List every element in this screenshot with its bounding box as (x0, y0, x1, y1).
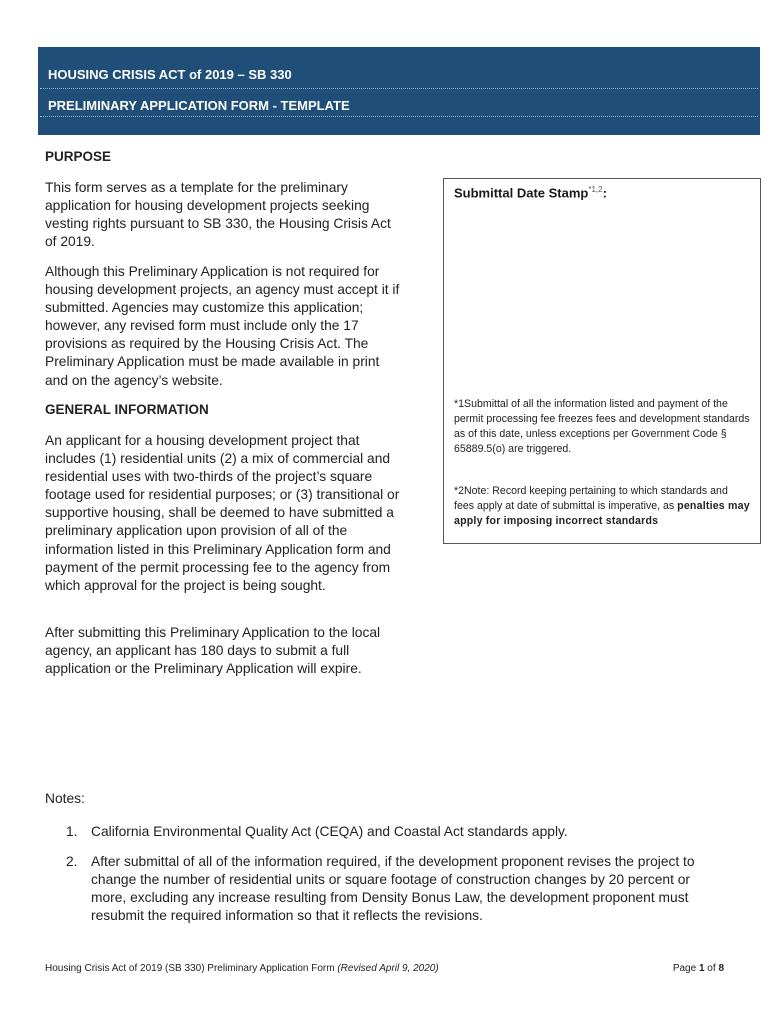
note-number: 1. (66, 824, 78, 839)
stamp-footnote-marker: *1,2 (588, 185, 603, 194)
footnote-2-text: Note: Record keeping pertaining to which standards and fees apply at date of submittal is imperative, as (454, 485, 728, 512)
stamp-title (454, 185, 607, 200)
purpose-heading: PURPOSE (45, 149, 112, 164)
footnote-1-text: Submittal of all the information listed and payment of the permit processing fee freezes fees and development standards as of this date, unless exceptions per Government Code § 65889.5(o) are triggered. (454, 398, 750, 455)
page-prefix: Page (672, 963, 699, 974)
note-item (66, 853, 726, 925)
footer-document-title (45, 963, 439, 974)
notes-list (66, 823, 726, 937)
note-text: After submittal of all of the information required, if the development proponent revises the project to change the number of residential units or square footage of construction changes by 20 percent or more, excluding any increase resulting from Density Bonus Law, the development proponent must resubmit the required information so that it reflects the revisions. (91, 854, 695, 923)
footnote-2-bold-text: penalties may apply for imposing incorrect standards (454, 500, 750, 527)
note-number: 2. (66, 854, 78, 869)
form-title: HOUSING CRISIS ACT of 2019 – SB 330 (48, 67, 292, 82)
footnote-2-marker: *2 (454, 485, 465, 497)
form-subtitle: PRELIMINARY APPLICATION FORM - TEMPLATE (48, 98, 350, 113)
header-banner (38, 47, 760, 135)
stamp-title-colon: : (602, 185, 607, 201)
page-of: of (704, 963, 719, 974)
stamp-footnote-2 (454, 484, 750, 529)
page-number (673, 963, 724, 974)
stamp-footnote-1 (454, 397, 750, 457)
footer-title-text: Housing Crisis Act of 2019 (SB 330) Preliminary Application Form (45, 963, 338, 974)
header-divider (40, 116, 758, 117)
general-paragraph-2: After submitting this Preliminary Application to the local agency, an applicant has 180 days to submit a full application or the Preliminary Application will expire. (45, 625, 381, 677)
submittal-date-stamp-box (443, 178, 761, 544)
footer-revision-date: (Revised April 9, 2020) (337, 963, 439, 974)
note-item (66, 823, 726, 841)
page-total: 8 (718, 963, 724, 974)
notes-label: Notes: (45, 791, 85, 806)
general-paragraph-1: An applicant for a housing development project that includes (1) residential units (2) a mix of commercial and residential uses with two-thirds of the project’s square footage used for residential purposes; or (3) transitional or supportive housing, shall be deemed to have submitted a preliminary application upon provision of all of the information listed in this Preliminary Application form and payment of the permit processing fee to the agency from which approval for the project is being sought. (45, 433, 400, 593)
note-text: California Environmental Quality Act (CEQA) and Coastal Act standards apply. (91, 824, 568, 839)
header-divider (40, 88, 758, 89)
page-current: 1 (698, 963, 705, 974)
footnote-1-marker: *1 (454, 398, 465, 410)
purpose-paragraph-2: Although this Preliminary Application is not required for housing development projects, an agency must accept it if submitted. Agencies may customize this application; however, any revised form must include only the 17 provisions as required by the Housing Crisis Act. The Preliminary Application must be made available in print and on the agency’s website. (45, 264, 400, 388)
general-information-heading: GENERAL INFORMATION (45, 402, 209, 417)
purpose-paragraph-1: This form serves as a template for the preliminary application for housing development projects seeking vesting rights pursuant to SB 330, the Housing Crisis Act of 2019. (45, 180, 391, 250)
stamp-title-text: Submittal Date Stamp (454, 185, 589, 201)
